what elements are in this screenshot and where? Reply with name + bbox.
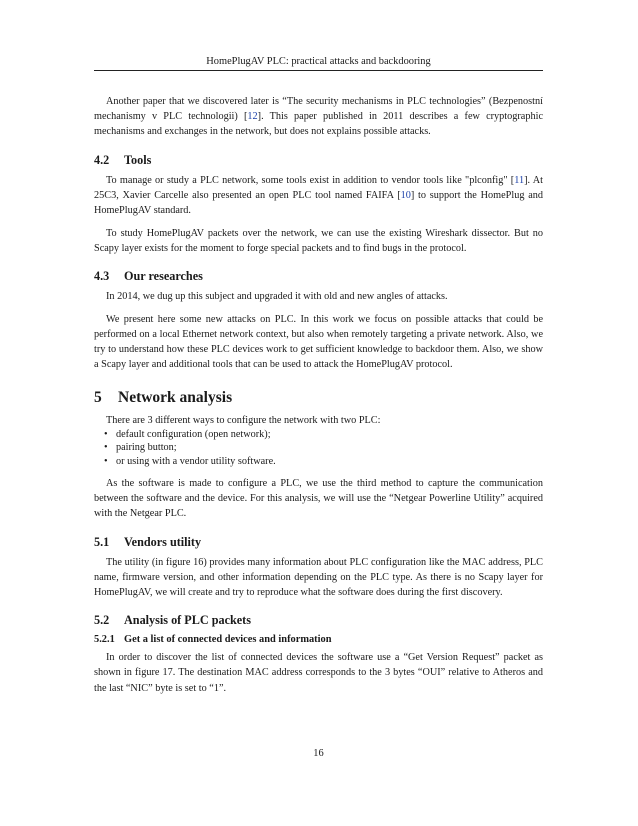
section-number: 5.1: [94, 534, 110, 549]
section-title: Vendors utility: [124, 534, 202, 549]
section-number: 4.3: [94, 269, 110, 284]
tools-paragraph-2: To study HomePlugAV packets over the network, we can use the existing Wireshark dissector. But no Scapy layer exists for the moment to forge special packets and to find bugs in the protocol.: [94, 227, 543, 254]
list-item: • or using with a vendor utility software.: [116, 455, 543, 468]
citation-link[interactable]: 11: [514, 174, 525, 186]
page-body: [94, 94, 543, 696]
citation-link[interactable]: 12: [247, 111, 258, 123]
section-heading-4-2: [94, 153, 543, 168]
researches-paragraph-2: We present here some new attacks on PLC. In this work we focus on possible attacks that could be performed on a local Ethernet network context, but also when remotely targeting a private network. Also, we try to understand how these PLC devices work to get sufficient knowledge to backdoor them. Also, we show a Scapy layer and additional tools that can be used to attack the HomePlugAV protocol.: [94, 313, 543, 371]
section-number: 5: [94, 388, 102, 406]
config-methods-list: [94, 428, 543, 468]
vendors-paragraph: The utility (in figure 16) provides many information about PLC configuration like the MAC address, PLC name, firmware version, and other information depending on the PLC type. As there is no Scapy layer for HomePlugAV, we will create and try to reproduce what the software does during the first discovery.: [94, 556, 543, 599]
section-number: 4.2: [94, 152, 110, 167]
network-paragraph-1: There are 3 different ways to configure the network with two PLC:: [106, 414, 381, 426]
header-rule: [94, 70, 543, 71]
section-heading-5-1: [94, 535, 543, 550]
section-title: Analysis of PLC packets: [124, 613, 251, 628]
list-item: • default configuration (open network);: [116, 428, 543, 441]
tools-text-c: ] to support the HomePlug and HomePlugAV standard.: [94, 189, 544, 217]
tools-text-a: To manage or study a PLC network, some tools exist in addition to vendor tools like "plconfig" [: [106, 174, 515, 186]
section-heading-4-3: [94, 269, 543, 284]
subsection-heading-5-2-1: [94, 633, 543, 647]
section-title: Our researches: [124, 269, 203, 284]
citation-link[interactable]: 10: [400, 189, 411, 201]
section-title: Network analysis: [118, 388, 233, 406]
section-heading-5-2: [94, 613, 543, 628]
intro-paragraph: [94, 94, 543, 140]
section-heading-5: [94, 389, 543, 407]
subsection-title: Get a list of connected devices and information: [124, 634, 332, 646]
page-number: 16: [313, 748, 324, 759]
list-item: • pairing button;: [116, 441, 543, 454]
intro-text-a: Another paper that we discovered later is “The security mechanisms in PLC technologies” (Bezpenostní mechanismy v PLC technologii) [: [94, 96, 543, 123]
running-header: HomePlugAV PLC: practical attacks and backdooring: [206, 56, 431, 67]
subsection-number: 5.2.1: [94, 634, 115, 646]
section-number: 5.2: [94, 613, 110, 628]
section-title: Tools: [124, 152, 152, 167]
devices-paragraph: In order to discover the list of connected devices the software use a “Get Version Request” packet as shown in figure 17. The destination MAC address corresponds to the 3 bytes “OUI” relative to Atheros and the last “NIC” byte is set to “1”.: [94, 652, 543, 694]
intro-text-b: ]. This paper published in 2011 describes a few cryptographic mechanisms and exchanges in the network, but does not explains possible attacks.: [94, 111, 543, 138]
network-paragraph-2: As the software is made to configure a PLC, we use the third method to capture the communication between the software and the device. For this analysis, we will use the “Netgear Powerline Utility” acquired with the Netgear PLC.: [94, 478, 543, 520]
tools-text-b: ]. At 25C3, Xavier Carcelle also presented an open PLC tool named FAIFA [: [94, 174, 543, 201]
tools-paragraph-1: [94, 173, 543, 219]
researches-paragraph-1: In 2014, we dug up this subject and upgraded it with old and new angles of attacks.: [106, 291, 448, 303]
